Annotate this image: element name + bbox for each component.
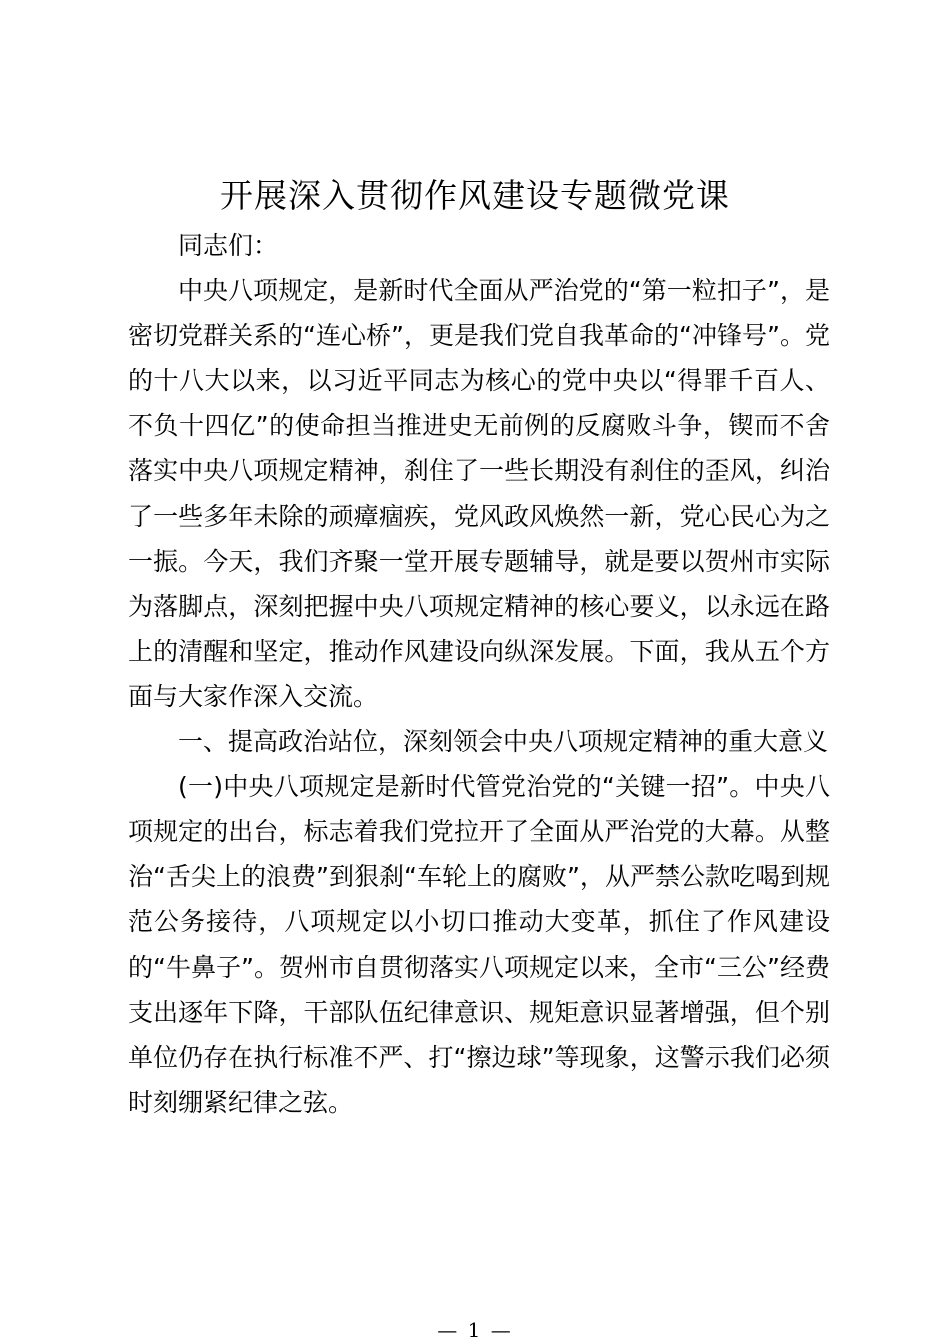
paragraph-intro: 中央八项规定，是新时代全面从严治党的“第一粒扣子”，是密切党群关系的“连心桥”，更是我们党自我革命的“冲锋号”。党的十八大以来，以习近平同志为核心的党中央以“得罪千百人、不负十四亿”的使命担当推进史无前例的反腐败斗争，锲而不舍落实中央八项规定精神，刹住了一些长期没有刹住的歪风，纠治了一些多年未除的顽瘴痼疾，党风政风焕然一新，党心民心为之一振。今天，我们齐聚一堂开展专题辅导，就是要以贺州市实际为落脚点，深刻把握中央八项规定精神的核心要义，以永远在路上的清醒和坚定，推动作风建设向纵深发展。下面，我从五个方面与大家作深入交流。 <box>128 276 830 711</box>
section-heading-1: 一、提高政治站位，深刻领会中央八项规定精神的重大意义 <box>178 727 829 757</box>
page-number: — 1 — <box>437 1318 513 1342</box>
salutation: 同志们： <box>178 231 279 260</box>
document-body <box>128 223 830 1125</box>
paragraph-subsection-1: (一)中央八项规定是新时代管党治党的“关键一招”。中央八项规定的出台，标志着我们党拉开了全面从严治党的大幕。从整治“舌尖上的浪费”到狠刹“车轮上的腐败”，从严禁公款吃喝到规范公务接待，八项规定以小切口推动大变革，抓住了作风建设的“牛鼻子”。贺州市自贯彻落实八项规定以来，全市“三公”经费支出逐年下降，干部队伍纪律意识、规矩意识显著增强，但个别单位仍存在执行标准不严、打“擦边球”等现象，这警示我们必须时刻绷紧纪律之弦。 <box>128 772 830 1117</box>
document-title: 开展深入贯彻作风建设专题微党课 <box>220 176 730 215</box>
